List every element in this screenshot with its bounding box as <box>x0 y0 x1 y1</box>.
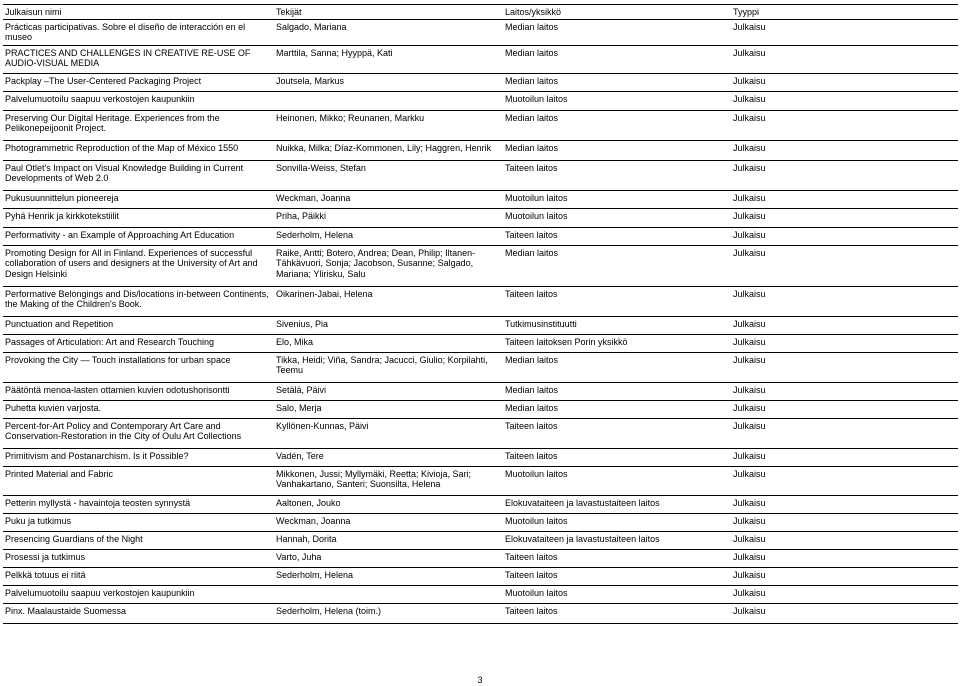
table-row <box>3 286 958 316</box>
type-cell: Julkaisu <box>733 162 766 173</box>
unit-cell: Median laitos <box>505 75 559 86</box>
publication-title-cell: PRACTICES AND CHALLENGES IN CREATIVE RE-USE OF AUDIO-VISUAL MEDIA <box>5 47 251 69</box>
table-row <box>3 19 958 45</box>
table-row <box>3 549 958 567</box>
unit-cell: Median laitos <box>505 47 559 58</box>
unit-cell: Elokuvataiteen ja lavastustaiteen laitos <box>505 497 660 508</box>
authors-cell: Marttila, Sanna; Hyyppä, Kati <box>276 47 393 58</box>
type-cell: Julkaisu <box>733 354 766 365</box>
authors-cell: Setälä, Päivi <box>276 384 327 395</box>
authors-cell: Priha, Päikki <box>276 210 327 221</box>
unit-cell: Median laitos <box>505 112 559 123</box>
type-cell: Julkaisu <box>733 75 766 86</box>
header-row <box>3 5 958 20</box>
authors-cell: Heinonen, Mikko; Reunanen, Markku <box>276 112 425 123</box>
authors-cell: Mikkonen, Jussi; Myllymäki, Reetta; Kivioja, Sari; Vanhakartano, Santeri; Suonsilta, Helena <box>276 468 472 490</box>
authors-cell: Sederholm, Helena (toim.) <box>276 605 382 616</box>
authors-cell: Sederholm, Helena <box>276 229 354 240</box>
type-cell: Julkaisu <box>733 112 766 123</box>
type-cell: Julkaisu <box>733 587 766 598</box>
authors-cell <box>274 91 503 110</box>
authors-cell: Weckman, Joanna <box>276 515 351 526</box>
authors-cell: Sonvilla-Weiss, Stefan <box>276 162 366 173</box>
unit-cell: Muotoilun laitos <box>505 587 568 598</box>
publication-title-cell: Percent-for-Art Policy and Contemporary Art Care and Conservation-Restoration in the City of Oulu Art Collections <box>5 420 242 442</box>
table-row <box>3 110 958 140</box>
unit-cell: Median laitos <box>505 21 559 32</box>
table-row <box>3 160 958 190</box>
authors-cell <box>274 585 503 603</box>
publication-title-cell: Petterin myllystä - havaintoja teosten synnystä <box>5 497 191 508</box>
table-row <box>3 382 958 400</box>
unit-cell: Taiteen laitos <box>505 605 558 616</box>
unit-cell: Median laitos <box>505 384 559 395</box>
type-cell: Julkaisu <box>733 142 766 153</box>
authors-cell: Hannah, Dorita <box>276 533 337 544</box>
authors-cell: Aaltonen, Jouko <box>276 497 341 508</box>
publication-title-cell: Promoting Design for All in Finland. Experiences of successful collaboration of users and designers at the University of Art and Design Helsinki <box>5 247 258 279</box>
table-row <box>3 567 958 585</box>
type-cell: Julkaisu <box>733 468 766 479</box>
unit-cell: Tutkimusinstituutti <box>505 318 577 329</box>
publication-title-cell: Pukusuunnittelun pioneereja <box>5 192 119 203</box>
unit-cell: Taiteen laitos <box>505 229 558 240</box>
type-cell: Julkaisu <box>733 288 766 299</box>
unit-cell: Taiteen laitos <box>505 551 558 562</box>
type-cell: Julkaisu <box>733 210 766 221</box>
publication-title-cell: Paul Otlet's Impact on Visual Knowledge Building in Current Developments of Web 2.0 <box>5 162 244 184</box>
type-cell: Julkaisu <box>733 21 766 32</box>
header-type: Tyyppi <box>733 7 760 17</box>
unit-cell: Elokuvataiteen ja lavastustaiteen laitos <box>505 533 660 544</box>
table-row <box>3 334 958 352</box>
header-title: Julkaisun nimi <box>5 7 62 17</box>
table-row <box>3 418 958 448</box>
type-cell: Julkaisu <box>733 450 766 461</box>
table-row <box>3 245 958 286</box>
table-row <box>3 400 958 418</box>
publication-title-cell: Palvelumuotoilu saapuu verkostojen kaupunkiin <box>5 93 195 104</box>
publication-title-cell: Passages of Articulation: Art and Research Touching <box>5 336 214 347</box>
authors-cell: Raike, Antti; Botero, Andrea; Dean, Philip; Iltanen-Tähkävuori, Sonja; Jacobson, Susanne; Salgado, Mariana; Ylirisku, Salu <box>276 247 476 279</box>
authors-cell: Kyllönen-Kunnas, Päivi <box>276 420 369 431</box>
unit-cell: Taiteen laitos <box>505 450 558 461</box>
publication-title-cell: Pyhä Henrik ja kirkkotekstiilit <box>5 210 120 221</box>
table-row <box>3 91 958 110</box>
type-cell: Julkaisu <box>733 569 766 580</box>
authors-cell: Sederholm, Helena <box>276 569 354 580</box>
authors-cell: Elo, Mika <box>276 336 314 347</box>
unit-cell: Muotoilun laitos <box>505 192 568 203</box>
publications-table <box>3 4 958 624</box>
authors-cell: Oikarinen-Jabai, Helena <box>276 288 373 299</box>
type-cell: Julkaisu <box>733 47 766 58</box>
type-cell: Julkaisu <box>733 515 766 526</box>
unit-cell: Taiteen laitos <box>505 569 558 580</box>
type-cell: Julkaisu <box>733 420 766 431</box>
table-row <box>3 466 958 495</box>
unit-cell: Muotoilun laitos <box>505 210 568 221</box>
authors-cell: Weckman, Joanna <box>276 192 351 203</box>
publication-title-cell: Performative Belongings and Dis/locations in-between Continents, the Making of the Children's Book. <box>5 288 269 310</box>
type-cell: Julkaisu <box>733 605 766 616</box>
unit-cell: Muotoilun laitos <box>505 93 568 104</box>
publication-title-cell: Päätöntä menoa-lasten ottamien kuvien odotushorisontti <box>5 384 230 395</box>
type-cell: Julkaisu <box>733 318 766 329</box>
table-row <box>3 352 958 382</box>
publication-title-cell: Pelkkä totuus ei riitä <box>5 569 86 580</box>
type-cell: Julkaisu <box>733 336 766 347</box>
publication-title-cell: Printed Material and Fabric <box>5 468 114 479</box>
type-cell: Julkaisu <box>733 402 766 413</box>
unit-cell: Median laitos <box>505 247 559 258</box>
table-row <box>3 495 958 513</box>
table-row <box>3 603 958 623</box>
type-cell: Julkaisu <box>733 533 766 544</box>
publication-title-cell: Prosessi ja tutkimus <box>5 551 86 562</box>
table-row <box>3 316 958 334</box>
type-cell: Julkaisu <box>733 192 766 203</box>
publication-title-cell: Pinx. Maalaustaide Suomessa <box>5 605 127 616</box>
unit-cell: Taiteen laitoksen Porin yksikkö <box>505 336 628 347</box>
publication-title-cell: Primitivism and Postanarchism. Is it Possible? <box>5 450 189 461</box>
authors-cell: Varto, Juha <box>276 551 322 562</box>
header-unit: Laitos/yksikkö <box>505 7 562 17</box>
type-cell: Julkaisu <box>733 93 766 104</box>
unit-cell: Median laitos <box>505 142 559 153</box>
publication-title-cell: Performativity - an Example of Approaching Art Education <box>5 229 235 240</box>
authors-cell: Salo, Merja <box>276 402 322 413</box>
type-cell: Julkaisu <box>733 384 766 395</box>
authors-cell: Nuikka, Milka; Díaz-Kommonen, Lily; Haggren, Henrik <box>276 142 492 153</box>
table-body <box>3 19 958 623</box>
table-row <box>3 513 958 531</box>
publication-title-cell: Photogrammetric Reproduction of the Map of México 1550 <box>5 142 239 153</box>
unit-cell: Muotoilun laitos <box>505 515 568 526</box>
header-authors: Tekijät <box>276 7 302 17</box>
authors-cell: Joutsela, Markus <box>276 75 345 86</box>
page-number: 3 <box>477 675 483 685</box>
table-row <box>3 45 958 73</box>
type-cell: Julkaisu <box>733 551 766 562</box>
unit-cell: Median laitos <box>505 402 559 413</box>
authors-cell: Salgado, Mariana <box>276 21 347 32</box>
unit-cell: Muotoilun laitos <box>505 468 568 479</box>
table-row <box>3 140 958 160</box>
authors-cell: Sivenius, Pia <box>276 318 329 329</box>
publication-title-cell: Prácticas participativas. Sobre el diseño de interacción en el museo <box>5 21 246 43</box>
type-cell: Julkaisu <box>733 497 766 508</box>
table-row <box>3 585 958 603</box>
publication-title-cell: Preserving Our Digital Heritage. Experiences from the Pelikonepeijoonit Project. <box>5 112 220 134</box>
table-row <box>3 208 958 227</box>
table-row <box>3 73 958 91</box>
unit-cell: Taiteen laitos <box>505 288 558 299</box>
authors-cell: Vadén, Tere <box>276 450 324 461</box>
table-row <box>3 190 958 208</box>
unit-cell: Median laitos <box>505 354 559 365</box>
type-cell: Julkaisu <box>733 229 766 240</box>
table-row <box>3 448 958 466</box>
unit-cell: Taiteen laitos <box>505 420 558 431</box>
publication-title-cell: Provoking the City — Touch installations for urban space <box>5 354 231 365</box>
publication-title-cell: Packplay –The User-Centered Packaging Project <box>5 75 202 86</box>
publication-title-cell: Palvelumuotoilu saapuu verkostojen kaupunkiin <box>5 587 195 598</box>
publication-title-cell: Punctuation and Repetition <box>5 318 114 329</box>
publication-title-cell: Puku ja tutkimus <box>5 515 72 526</box>
publication-title-cell: Puhetta kuvien varjosta. <box>5 402 102 413</box>
table-row <box>3 227 958 245</box>
publication-title-cell: Presencing Guardians of the Night <box>5 533 143 544</box>
authors-cell: Tikka, Heidi; Viña, Sandra; Jacucci, Giulio; Korpilahti, Teemu <box>276 354 488 376</box>
table-row <box>3 531 958 549</box>
type-cell: Julkaisu <box>733 247 766 258</box>
unit-cell: Taiteen laitos <box>505 162 558 173</box>
